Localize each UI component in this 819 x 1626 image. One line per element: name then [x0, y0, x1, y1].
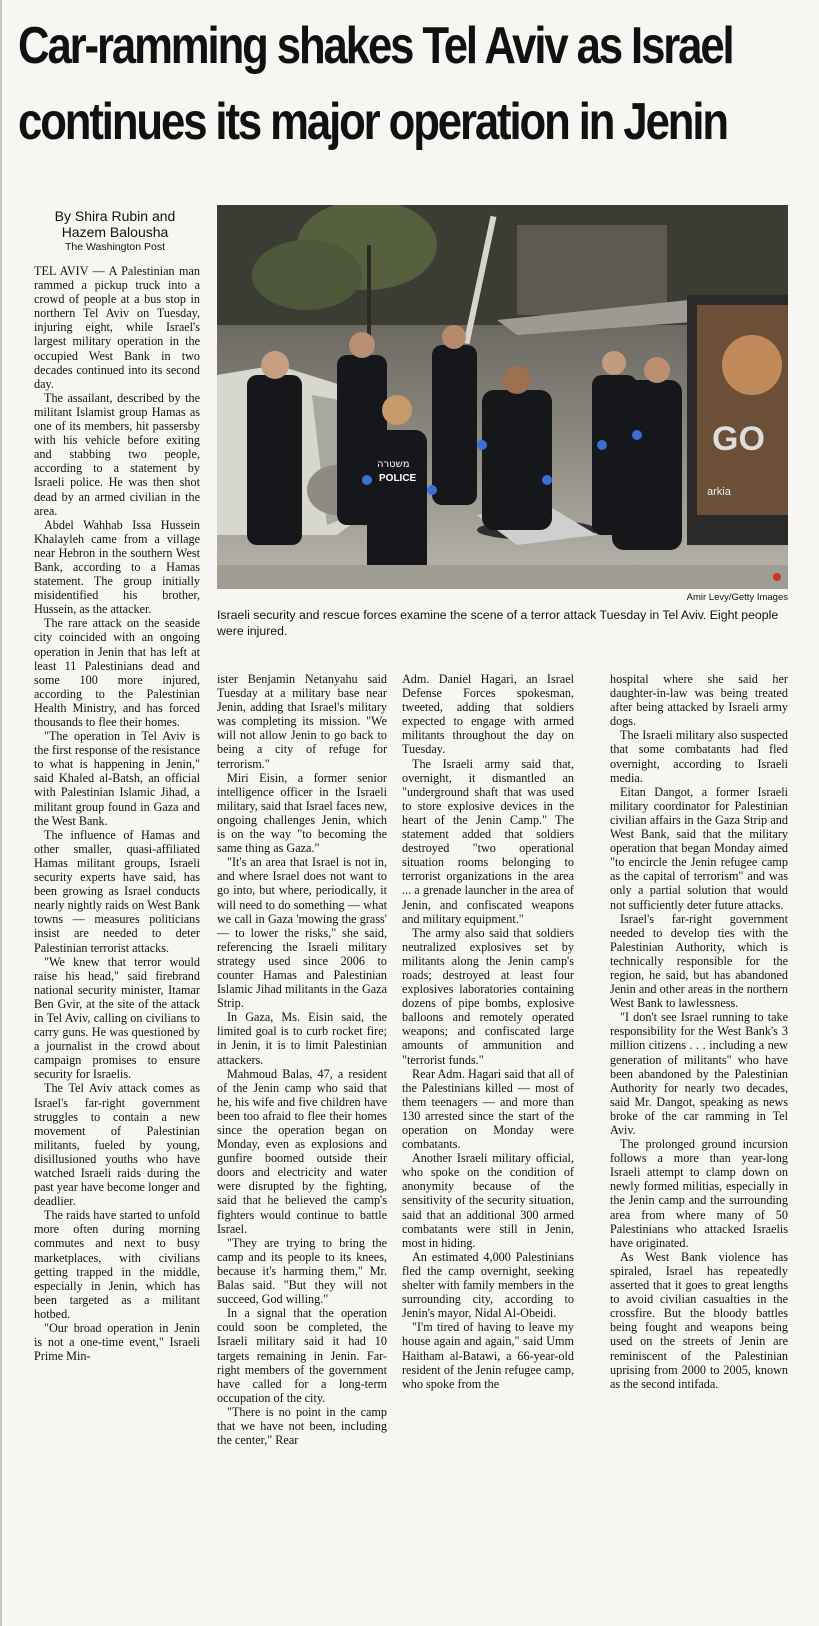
paragraph: "I'm tired of having to leave my house again and again," said Umm Haitham al-Batawi, a 66-year-old resident of the Jenin refugee camp, who spoke from the: [402, 1320, 574, 1391]
byline-author-1: By Shira Rubin and: [54, 208, 176, 224]
news-photo: [217, 205, 788, 589]
article-column-3: [402, 672, 574, 1391]
paragraph: "They are trying to bring the camp and its people to its knees, because it's harming them," Mr. Balas said. "But they will not succeed, God willing.": [217, 1235, 387, 1307]
paragraph: An estimated 4,000 Palestinians fled the camp overnight, seeking shelter with family members in the surrounding city, according to Jenin's mayor, Nidal Al-Obeidi.: [402, 1249, 574, 1321]
paragraph: "We knew that terror would raise his head," said firebrand national security minister, Itamar Ben Gvir, at the site of the attack in Tel Aviv, calling on civilians to carry guns. He was questioned by a journalist in the crowd about campaign promises to ensure security for Israelis.: [34, 954, 200, 1082]
paragraph: The prolonged ground incursion follows a more than year-long Israeli attempt to clamp down on newly formed militias, especially in the Jenin camp and the surrounding area from where many of 50 Palestinians who attacked Israelis have originated.: [610, 1137, 788, 1250]
paragraph: The army also said that soldiers neutralized explosives set by militants along the Jenin camp's roads; destroyed at least four explosives laboratories containing dozens of pipe bombs, explosive balloons and remotely operated weapons; and confiscated large amounts of ammunition and "terrorist funds.": [402, 925, 574, 1067]
paragraph: The Tel Aviv attack comes as Israel's far-right government struggles to contain a new movement of Palestinian militants, fueled by young, disillusioned youths who have watched Israeli raids during the past year have become longer and deadlier.: [34, 1081, 200, 1209]
paragraph: The raids have started to unfold more often during morning commutes and next to busy marketplaces, with civilians getting trapped in the middle, especially in Jenin, which has been targeted as a militant hotbed.: [34, 1208, 200, 1321]
ad-panel-subtext: arkia: [707, 486, 731, 498]
paragraph: The influence of Hamas and other smaller, quasi-affiliated Hamas militant groups, Israeli security experts have said, has been growing as Israel conducts nearly nightly raids on West Bank towns — measures politicians insist are needed to deter Palestinian terrorist attacks.: [34, 827, 200, 955]
headline-line-2: continues its major operation in Jenin: [18, 93, 727, 151]
paragraph: Eitan Dangot, a former Israeli military coordinator for Palestinian civilian affairs in the Gaza Strip and West Bank, said that the military operation that began Monday aimed "to encircle the Jenin refugee camp as the capital of terrorism" and was only a partial solution that would not sufficiently deter future attacks.: [610, 784, 788, 912]
byline-outlet: The Washington Post: [65, 241, 165, 253]
paragraph: ister Benjamin Netanyahu said Tuesday at a military base near Jenin, adding that Israel's military was completing its mission. "We will not allow Jenin to go back to being a city of refuge for terrorism.": [217, 672, 387, 771]
paragraph: Rear Adm. Hagari said that all of the Palestinians killed — most of them teenagers — and more than 130 arrested since the start of the operation on Monday were combatants.: [402, 1066, 574, 1152]
article-column-1: [34, 264, 200, 1363]
article-column-4: [610, 672, 788, 1391]
paragraph: "Our broad operation in Jenin is not a one-time event," Israeli Prime Min-: [34, 1321, 200, 1364]
paragraph: "It's an area that Israel is not in, and where Israel does not want to go into, but where, periodically, it will need to do something — what we call in Gaza 'mowing the grass' — to lower the risks," she said, referencing the Israeli military strategy used since 2006 to counter Hamas and Palestinian Islamic Jihad militants in the Gaza Strip.: [217, 855, 387, 1011]
headline: [18, 8, 733, 160]
paragraph: Mahmoud Balas, 47, a resident of the Jenin camp who said that he, his wife and five children have been too afraid to flee their homes since the operation began on Monday, even as explosions and gunfire boomed outside their doors and electricity and water were disrupted by the fighting, said that he believed the camp's fighters would continue to battle Israel.: [217, 1066, 387, 1236]
paragraph: In Gaza, Ms. Eisin said, the limited goal is to curb rocket fire; in Jenin, it is to limit Palestinian attackers.: [217, 1010, 387, 1067]
paragraph: Adm. Daniel Hagari, an Israel Defense Forces spokesman, tweeted, adding that soldiers expected to engage with armed militants throughout the day on Tuesday.: [402, 672, 574, 757]
paragraph: The assailant, described by the militant Islamist group Hamas as one of its members, hit passersby with his vehicle before exiting and stabbing two people, according to a statement by Israeli police. He was then shot dead by an armed civilian in the area.: [34, 390, 200, 518]
paragraph: Israel's far-right government needed to develop ties with the Palestinian Authority, which is technically responsible for the region, he said, but has abandoned Jenin and other areas in the northern West Bank to lawlessness.: [610, 911, 788, 1011]
paragraph: hospital where she said her daughter-in-law was being treated after being attacked by Israeli army dogs.: [610, 672, 788, 729]
paragraph: "The operation in Tel Aviv is the first response of the resistance to what is happening in Jenin," said Khaled al-Batsh, an official with Palestinian Islamic Jihad, a militant group found in Gaza and the West Bank.: [34, 729, 200, 828]
vest-police-text: POLICE: [379, 473, 417, 484]
paragraph: The Israeli military also suspected that some combatants had fled overnight, according to Israeli media.: [610, 728, 788, 785]
page-edge-rule: [0, 0, 2, 1626]
article-column-2: [217, 672, 387, 1447]
paragraph: In a signal that the operation could soon be completed, the Israeli military said it had 10 targets remaining in Jenin. Far-right members of the government have called for a long-term occupation of the city.: [217, 1306, 387, 1405]
photo-credit: Amir Levy/Getty Images: [686, 592, 788, 603]
paragraph: The rare attack on the seaside city coincided with an ongoing operation in Jenin that has left at least 11 Palestinians dead and some 100 more injured, according to the Palestinian Health Ministry, and has forced thousands to flee their homes.: [34, 616, 200, 729]
paragraph: "I don't see Israel running to take responsibility for the West Bank's 3 million citizens . . . including a new generation of militants" who have been abandoned by the Palestinian Authority for nearly two decades, said Mr. Dangot, speaking as news broke of the car ramming in Tel Aviv.: [610, 1010, 788, 1137]
paragraph: As West Bank violence has spiraled, Israel has repeatedly asserted that it goes to great lengths to avoid civilian casualties in the crossfire. But the bloody battles being fought and weapons being used on the streets of Jenin are reminiscent of the Palestinian uprising from 2000 to 2005, known as the second intifada.: [610, 1249, 788, 1391]
paragraph: Abdel Wahhab Issa Hussein Khalayleh came from a village near Hebron in the southern West Bank, according to a Hamas statement. The group initially misidentified his brother, Hussein, as the attacker.: [34, 517, 200, 617]
photo-caption: Israeli security and rescue forces examine the scene of a terror attack Tuesday in Tel Aviv. Eight people were injured.: [217, 608, 779, 638]
byline-author-2: Hazem Balousha: [61, 224, 169, 240]
paragraph: TEL AVIV — A Palestinian man rammed a pickup truck into a crowd of people at a bus stop in northern Tel Aviv on Tuesday, injuring eight, while Israel's largest military operation in the occupied West Bank in two decades continued into its second day.: [34, 264, 200, 391]
paragraph: "There is no point in the camp that we have not been, including the center," Rear: [217, 1404, 387, 1448]
paragraph: Miri Eisin, a former senior intelligence officer in the Israeli military, said that Israel faces new, ongoing challenges Jenin, which is on the way "to becoming the same thing as Gaza.": [217, 770, 387, 856]
headline-line-1: Car-ramming shakes Tel Aviv as Israel: [18, 17, 733, 75]
paragraph: Another Israeli military official, who spoke on the condition of anonymity because of the sensitivity of the security situation, said that an additional 300 armed combatants were still in Jenin, most in hiding.: [402, 1151, 574, 1250]
paragraph: The Israeli army said that, overnight, it dismantled an "underground shaft that was used to store explosive devices in the heart of the Jenin Camp." The statement added that soldiers destroyed "two operational situation rooms belonging to terrorist organizations in the area ... a grenade launcher in the area of Jenin, and confiscated weapons and military equipment.": [402, 756, 574, 926]
photo-scene: [217, 205, 788, 589]
byline: [40, 208, 190, 255]
vest-hebrew-text: משטרה: [377, 459, 410, 470]
ad-panel-text: GO: [712, 420, 765, 458]
